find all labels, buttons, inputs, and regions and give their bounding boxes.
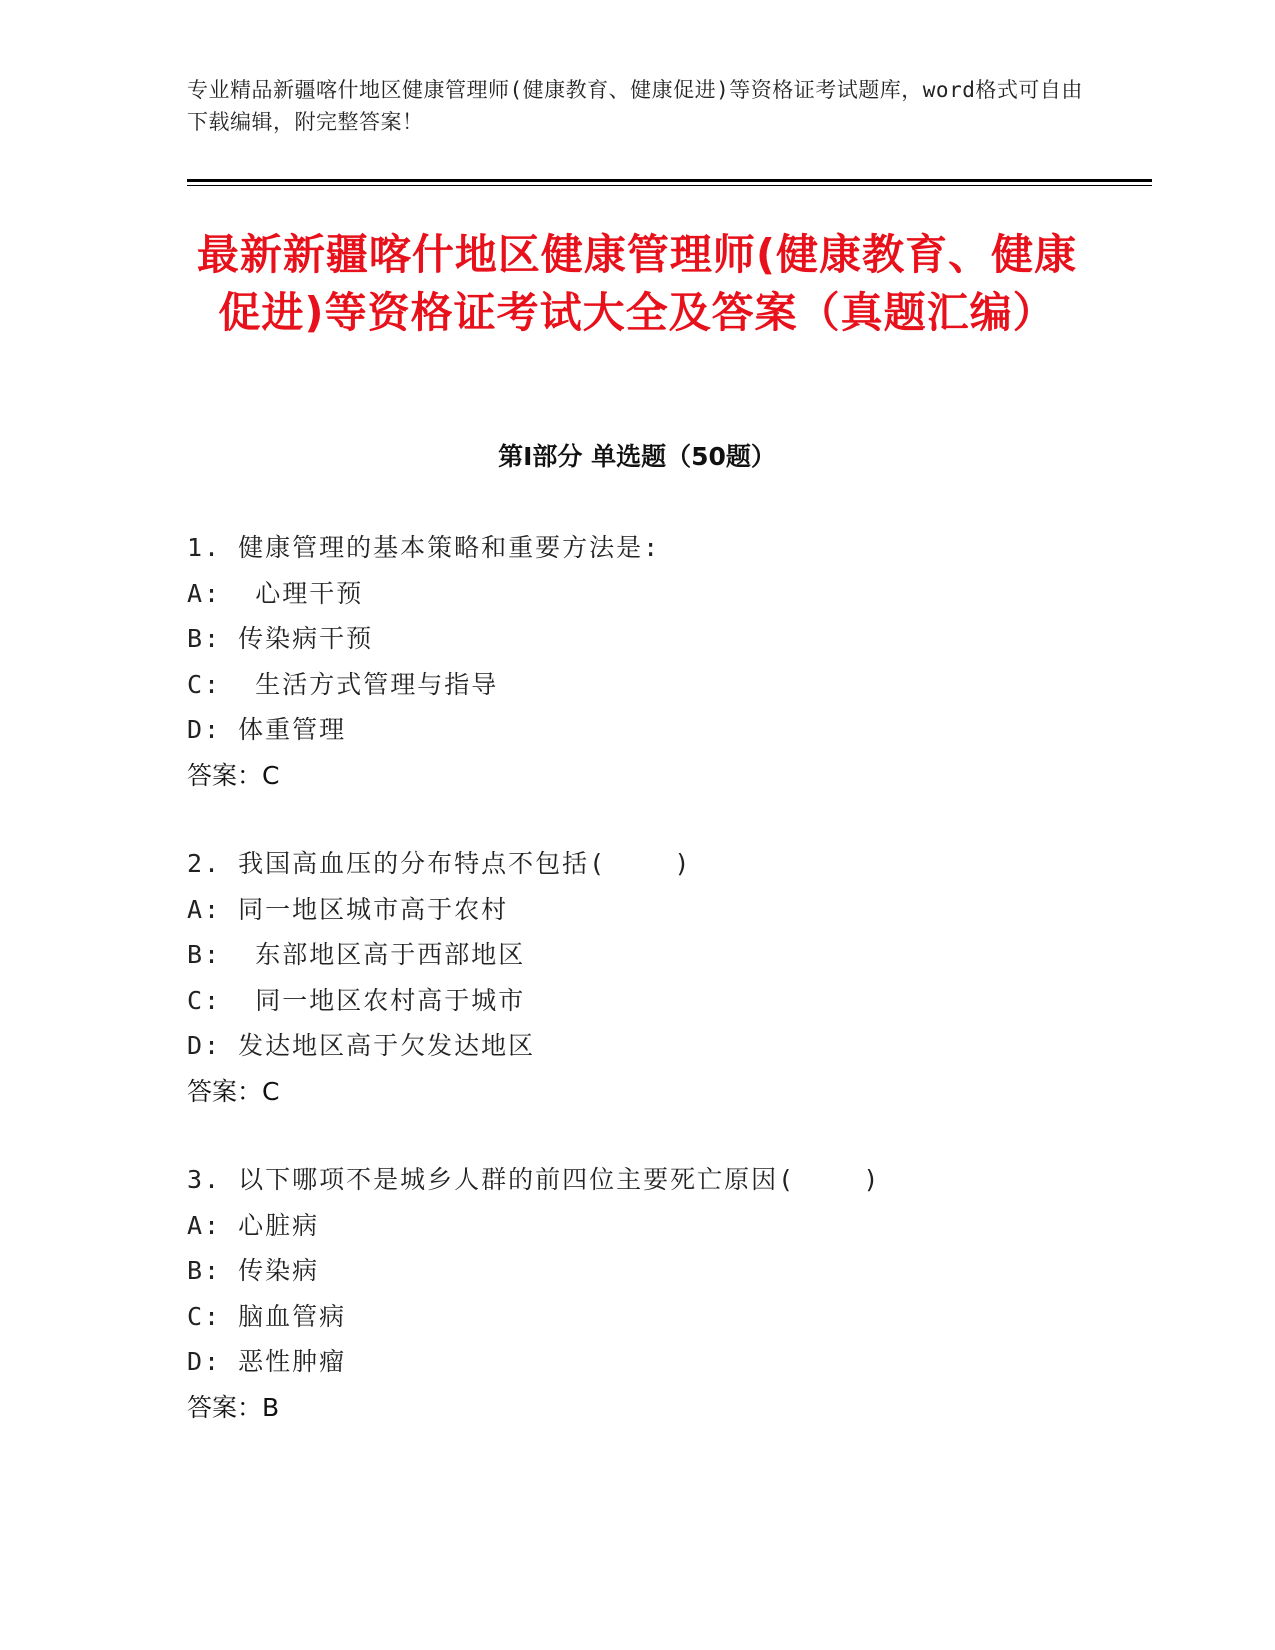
question-list (187, 525, 1127, 1473)
option-c: C: 同一地区农村高于城市 (187, 985, 526, 1015)
section-title: 第Ⅰ部分 单选题（50题） (498, 442, 776, 471)
option-a: A: 心脏病 (187, 1210, 320, 1240)
option-d: D: 体重管理 (187, 715, 347, 744)
answer-line: 答案：B (187, 1392, 280, 1422)
document-title: 最新新疆喀什地区健康管理师(健康教育、健康促进)等资格证考试大全及答案（真题汇编） (196, 230, 1078, 337)
option-a: A: 心理干预 (187, 578, 364, 608)
header-note: 专业精品新疆喀什地区健康管理师(健康教育、健康促进)等资格证考试题库，word格式可自由下载编辑，附完整答案！ (187, 78, 1083, 134)
header-rule-thin (187, 185, 1152, 186)
header-rule-thick (187, 179, 1152, 182)
option-d: D: 发达地区高于欠发达地区 (187, 1031, 536, 1060)
question-stem: 1. 健康管理的基本策略和重要方法是: (187, 533, 661, 562)
question-1 (187, 525, 1127, 798)
option-a: A: 同一地区城市高于农村 (187, 894, 509, 924)
answer-line: 答案：C (187, 760, 280, 790)
option-c: C: 脑血管病 (187, 1301, 347, 1331)
option-d: D: 恶性肿瘤 (187, 1347, 347, 1376)
answer-line: 答案：C (187, 1076, 280, 1106)
option-b: B: 东部地区高于西部地区 (187, 940, 526, 969)
option-b: B: 传染病 (187, 1256, 320, 1285)
question-stem: 3. 以下哪项不是城乡人群的前四位主要死亡原因( ) (187, 1165, 881, 1194)
option-b: B: 传染病干预 (187, 624, 374, 653)
question-2 (187, 841, 1127, 1114)
option-c: C: 生活方式管理与指导 (187, 669, 499, 699)
question-stem: 2. 我国高血压的分布特点不包括( ) (187, 849, 692, 878)
question-3 (187, 1157, 1127, 1430)
